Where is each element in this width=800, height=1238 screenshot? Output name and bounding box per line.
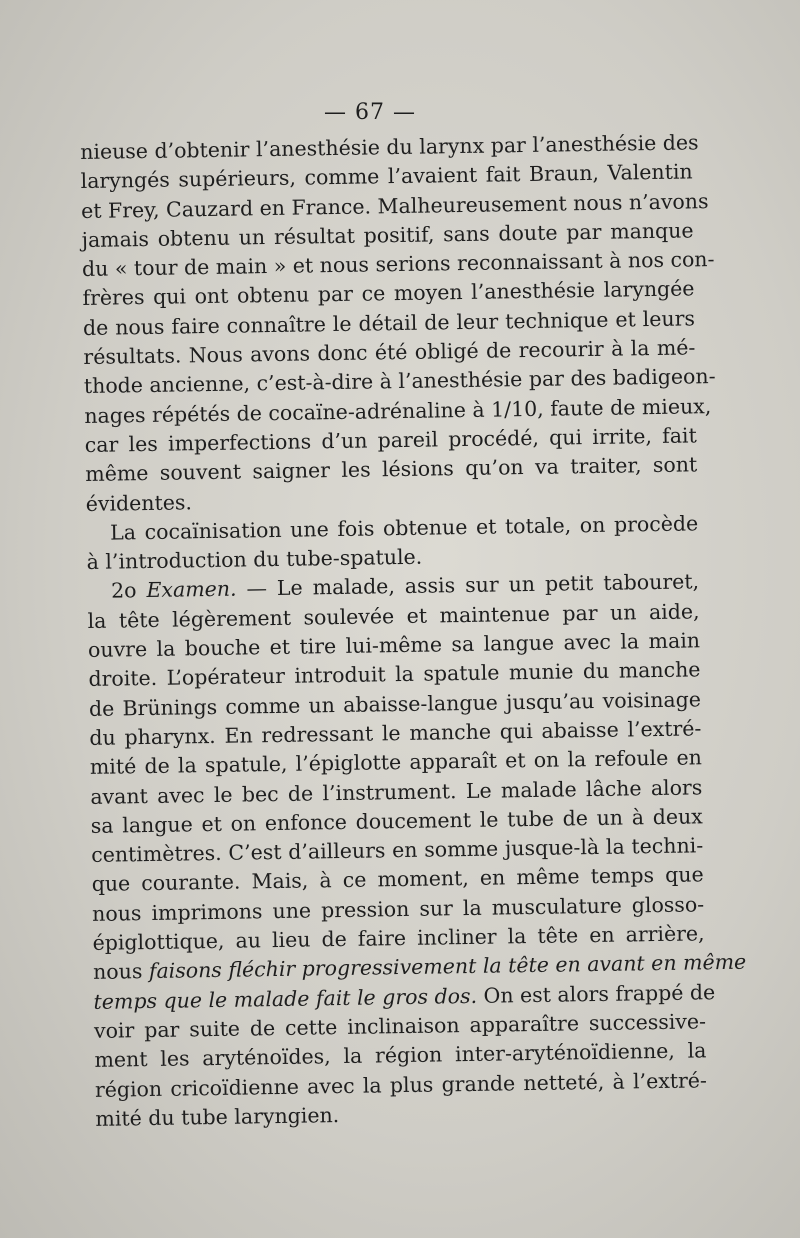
text-span: nous [92,959,150,985]
text-line: nages répétés de cocaïne-adrénaline à 1/10, faute de mieux, [84,393,712,428]
body-text [80,128,747,1134]
text-line: à l’introduction du tube-spatule. [86,544,423,575]
emphasis-text: faisons fléchir progressivement la tête en avant en même [148,949,747,984]
text-line: épiglottique, au lieu de faire incliner la tête en arrière, [92,921,705,955]
text-line: du pharynx. En redressant le manche qui abaisse l’extré- [89,716,702,750]
text-line: la tête légèrement soulevée et maintenue par un aide, [87,599,700,633]
text-line: laryngés supérieurs, comme l’avaient fait Braun, Valentin [80,159,693,194]
text-line: même souvent saigner les lésions qu’on va traiter, sont [85,452,698,487]
text-line: de nous faire connaître le détail de leur technique et leurs [82,306,696,340]
text-line: région cricoïdienne avec la plus grande netteté, à l’extré- [94,1067,708,1102]
text-line: ment les aryténoïdes, la région inter-aryténoïdienne, la [94,1038,707,1073]
text-line: de Brünings comme un abaisse-langue jusqu’au voisinage [88,686,702,721]
text-line: centimètres. C’est d’ailleurs en somme jusque-là la techni- [91,833,704,868]
text-line: du « tour de main » et nous serions reconnaissant à nos con- [81,247,715,282]
text-line: droite. L’opérateur introduit la spatule munie du manche [88,657,701,692]
text-span: — Le malade, assis sur un petit tabouret, [236,569,700,602]
text-line: nieuse d’obtenir l’anesthésie du larynx par l’anesthésie des [80,130,699,164]
text-line: et Frey, Cauzard en France. Malheureusement nous n’avons [80,188,709,223]
text-line: ouvre la bouche et tire lui-même sa langue avec la main [87,628,701,662]
text-line: voir par suite de cette inclinaison apparaître successive- [93,1009,707,1043]
text-line: sa langue et on enfonce doucement le tube de un à deux [90,804,703,838]
text-line: résultats. Nous avons donc été obligé de recourir à la mé- [83,335,696,370]
text-line: évidentes. [85,489,193,516]
section-title: Examen. [146,577,237,603]
text-line: La cocaïnisation une fois obtenue et totale, on procède [110,511,699,545]
section-number: 2o [110,578,147,604]
page-number: — 67 — [324,100,416,125]
text-line: thode ancienne, c’est-à-dire à l’anesthésie par des badigeon- [83,364,716,399]
text-line: mité du tube laryngien. [95,1102,340,1131]
text-line: que courante. Mais, à ce moment, en même temps que [91,862,704,897]
emphasis-text: temps que le malade fait le gros dos. [93,983,478,1014]
text-line: nous imprimons une pression sur la musculature glosso- [91,892,705,926]
text-line: jamais obtenu un résultat positif, sans doute par manque [81,218,694,252]
text-line: frères qui ont obtenu par ce moyen l’anesthésie laryngée [82,276,695,311]
text-line: car les imperfections d’un pareil procédé, qui irrite, fait [84,423,697,457]
text-line: mité de la spatule, l’épiglotte apparaît et on la refoule en [89,745,702,780]
text-line: avant avec le bec de l’instrument. Le malade lâche alors [90,774,703,809]
text-span: On est alors frappé de [476,979,716,1008]
